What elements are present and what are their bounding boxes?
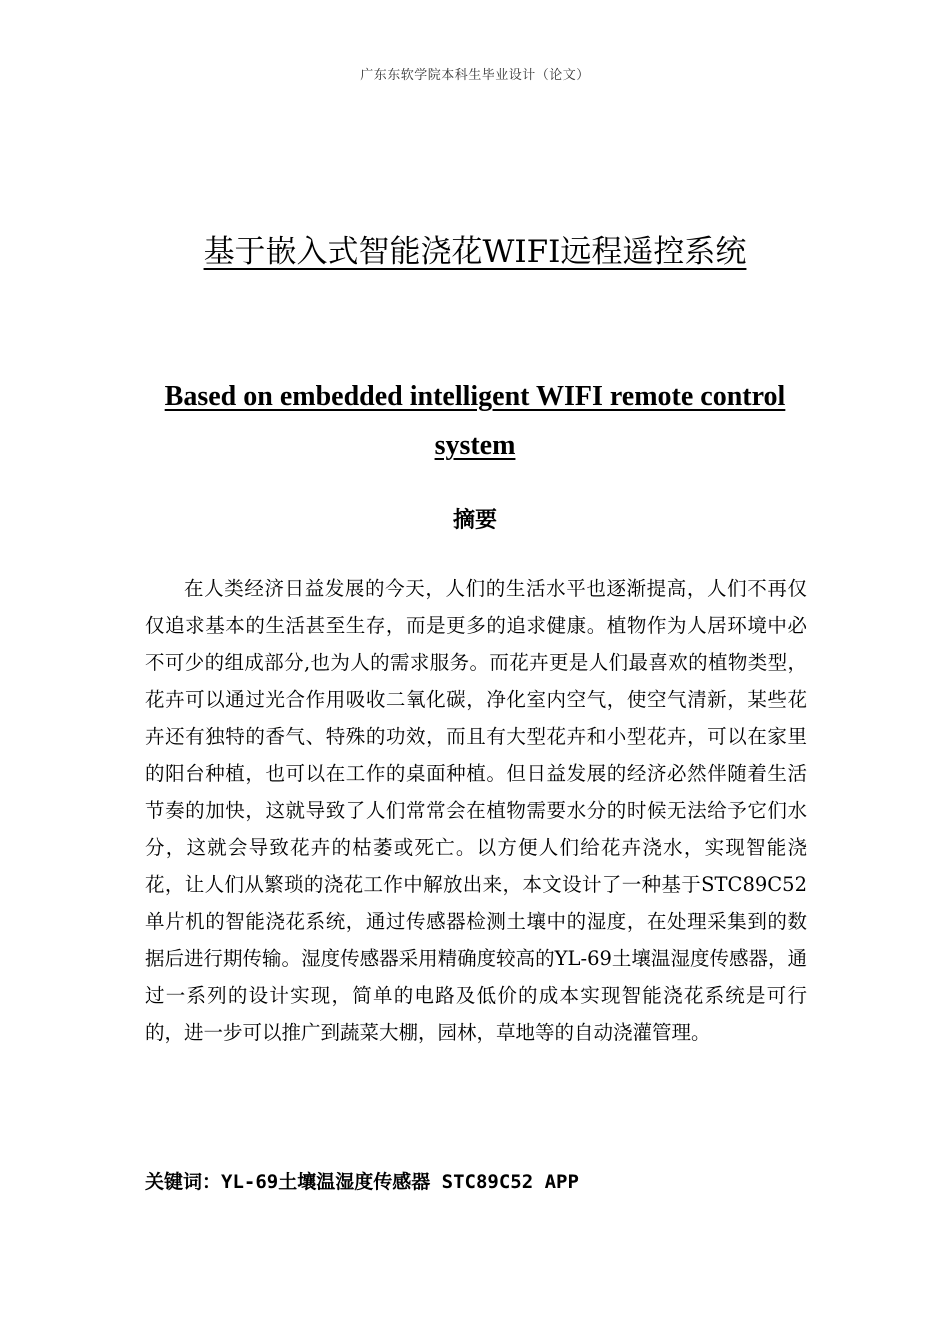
chinese-title-text: 基于嵌入式智能浇花WIFI远程遥控系统	[203, 234, 747, 270]
english-title-text: Based on embedded intelligent WIFI remote control system	[164, 381, 786, 461]
running-header: 广东东软学院本科生毕业设计（论文）	[360, 68, 590, 83]
abstract-body: 在人类经济日益发展的今天，人们的生活水平也逐渐提高，人们不再仅仅追求基本的生活甚至生存，而是更多的追求健康。植物作为人居环境中必不可少的组成部分,也为人的需求服务。而花卉更是人们最喜欢的植物类型，花卉可以通过光合作用吸收二氧化碳，净化室内空气，使空气清新，某些花卉还有独特的香气、特殊的功效，而且有大型花卉和小型花卉，可以在家里的阳台种植，也可以在工作的桌面种植。但日益发展的经济必然伴随着生活节奏的加快，这就导致了人们常常会在植物需要水分的时候无法给予它们水分，这就会导致花卉的枯萎或死亡。以方便人们给花卉浇水，实现智能浇花，让人们从繁琐的浇花工作中解放出来，本文设计了一种基于STC89C52单片机的智能浇花系统，通过传感器检测土壤中的湿度，在处理采集到的数据后进行期传输。湿度传感器采用精确度较高的YL-69土壤温湿度传感器，通过一系列的设计实现，简单的电路及低价的成本实现智能浇花系统是可行的，进一步可以推广到蔬菜大棚，园林，草地等的自动浇灌管理。	[145, 577, 807, 1044]
chinese-title	[0, 226, 950, 271]
keywords-line: 关键词：YL-69土壤温湿度传感器 STC89C52 APP	[145, 1171, 579, 1193]
english-title	[140, 372, 810, 470]
abstract-heading: 摘要	[452, 508, 497, 533]
